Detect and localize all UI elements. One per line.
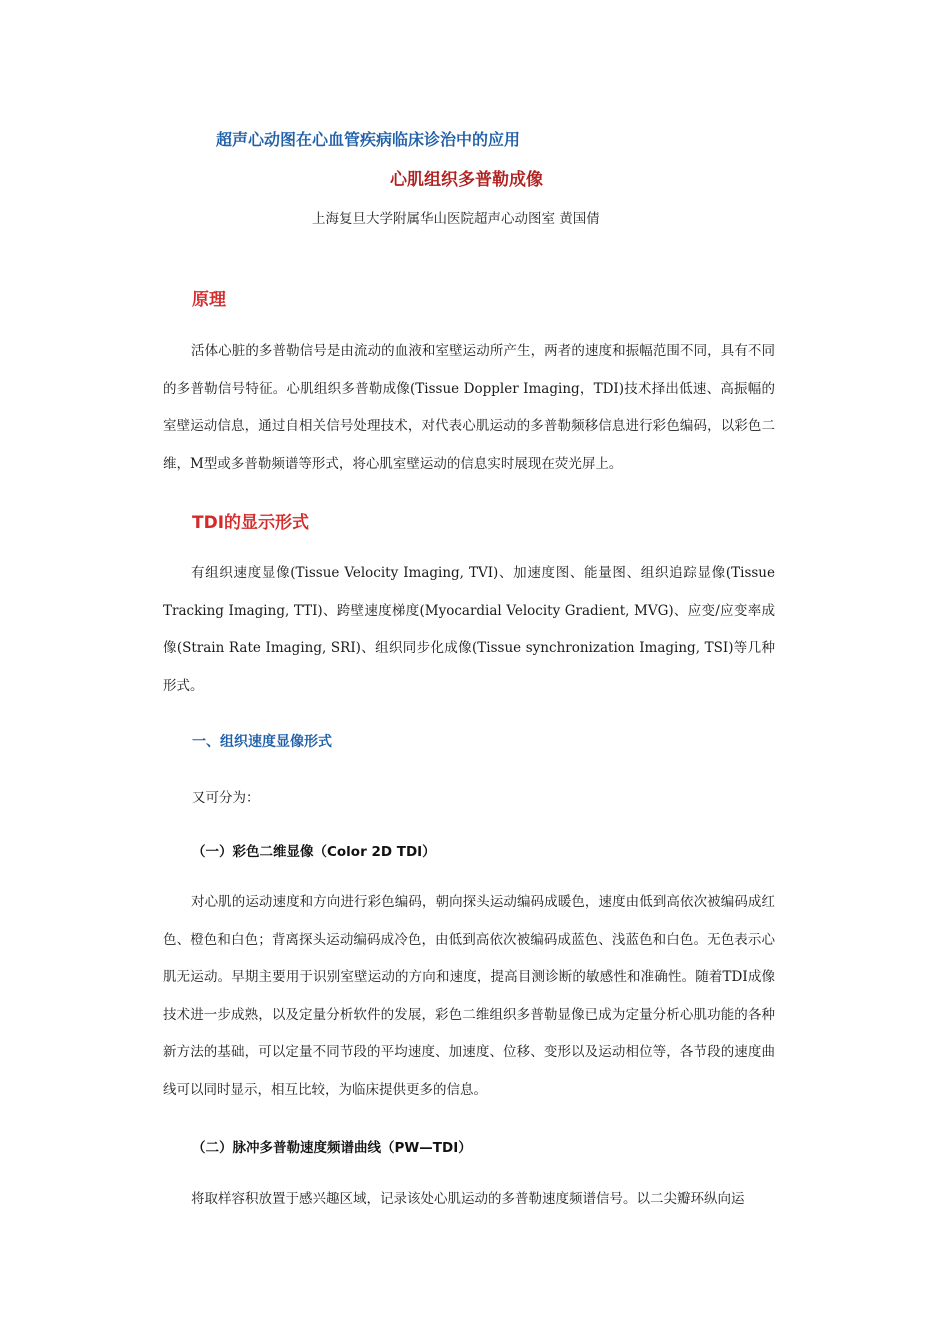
paragraph-tvi-intro: 又可分为： [192,790,260,806]
subheading-color-2d-tdi: （一）彩色二维显像（Color 2D TDI） [192,844,436,860]
paragraph-principle: 活体心脏的多普勒信号是由流动的血液和室壁运动所产生，两者的速度和振幅范围不同，具有不同的多普勒信号特征。心肌组织多普勒成像(Tissue Doppler Imaging，TDI)技术择出低速、高振幅的室壁运动信息，通过自相关信号处理技术，对代表心肌运动的多普勒频移信息进行彩色编码，以彩色二维，M型或多普勒频谱等形式，将心肌室壁运动的信息实时展现在荧光屏上。 [163,343,775,472]
subheading-pw-tdi: （二）脉冲多普勒速度频谱曲线（PW—TDI） [192,1140,472,1156]
document-title: 心肌组织多普勒成像 [390,170,543,190]
paragraph-pw-tdi: 将取样容积放置于感兴趣区域，记录该处心肌运动的多普勒速度频谱信号。以二尖瓣环纵向运 [191,1191,745,1207]
paragraph-color-2d-tdi: 对心肌的运动速度和方向进行彩色编码，朝向探头运动编码成暖色，速度由低到高依次被编码成红色、橙色和白色；背离探头运动编码成冷色，由低到高依次被编码成蓝色、浅蓝色和白色。无色表示心肌无运动。早期主要用于识别室壁运动的方向和速度，提高目测诊断的敏感性和准确性。随着TDI成像技术进一步成熟，以及定量分析软件的发展，彩色二维组织多普勒显像已成为定量分析心肌功能的各种新方法的基础，可以定量不同节段的平均速度、加速度、位移、变形以及运动相位等，各节段的速度曲线可以同时显示，相互比较，为临床提供更多的信息。 [163,894,775,1098]
heading-tdi-forms: TDI的显示形式 [192,513,310,533]
heading-principle: 原理 [192,290,226,310]
author-line: 上海复旦大学附属华山医院超声心动图室 黄国倩 [312,211,600,227]
series-title: 超声心动图在心血管疾病临床诊治中的应用 [216,130,521,149]
heading-tvi: 一、组织速度显像形式 [192,734,332,750]
paragraph-tdi-forms: 有组织速度显像(Tissue Velocity Imaging, TVI)、加速度图、能量图、组织追踪显像(Tissue Tracking Imaging, TTI)、跨壁速度梯度(Myocardial Velocity Gradient, MVG)、应变/应变率成像(Strain Rate Imaging, SRI)、组织同步化成像(Tissue synchronization Imaging, TSI)等几种形式。 [163,565,775,694]
